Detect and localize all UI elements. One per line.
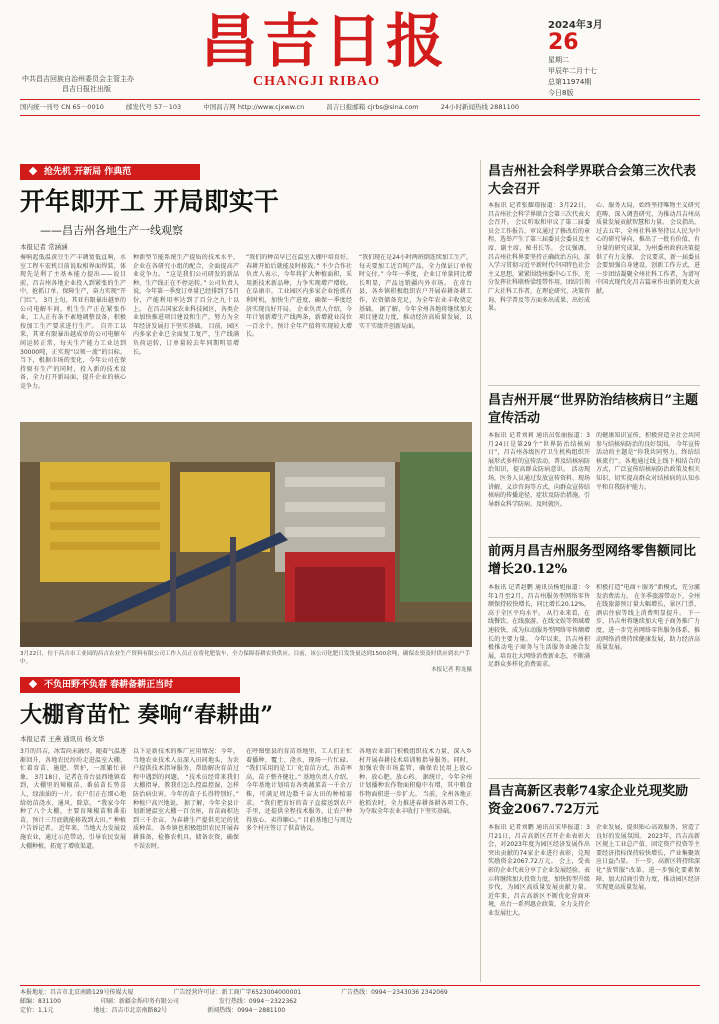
footer-ad-phone: 广告热线：0994－2343036 2342069	[341, 989, 448, 996]
footer-license: 广告经营许可证：新工商广字6523004000001	[173, 989, 302, 996]
right-col: 的健康知识宣传，积极营造全社会共同参与结核病防治的良好氛围。 今年宣传活动的主题是“你我共同努力，终结结核流行”。各地通过线上线下相结合的方式，广泛宣传结核病防治政策及相关知识，切实提高群众对结核病的认知水平和自我防护能力。	[596, 432, 700, 491]
info-bar	[20, 100, 700, 114]
footer-print-address: 地址：昌吉市北京南路82号	[93, 1007, 168, 1014]
second-banner	[20, 677, 240, 693]
lead-banner	[20, 164, 200, 180]
info-website[interactable]: 中国昌吉网 http://www.cjxww.cn	[203, 103, 305, 111]
masthead-char: 日	[324, 7, 387, 75]
issue-pages: 今日8版	[548, 89, 574, 97]
footer	[20, 988, 700, 1015]
info-rule	[20, 115, 700, 116]
lead-col: “我们现在是24小时两班倒连续加工生产，每天要加工近百吨产品，全力保证订单按时交付。” 今年一季度，企业订单量同比增长明显，产品远销疆内外市场。 在奇台县，各乡镇积极组织农户开展春耕备耕工作，农资储备充足，为全年农业丰收奠定基础。 据了解，今年全州各地将继续加大项目建设力度，推动经济高质量发展，以实干实绩开创新局面。	[359, 254, 472, 330]
info-hotline: 24小时新闻热线 2881100	[440, 103, 520, 111]
column-divider	[480, 160, 481, 982]
second-headline: 大棚育苗忙 奏响“春耕曲”	[20, 702, 273, 728]
masthead-pinyin: CHANGJI RIBAO	[253, 74, 380, 89]
lead-headline: 开年即开工 开局即实干	[20, 187, 279, 216]
masthead-char: 报	[386, 7, 449, 75]
second-col: 各地农业部门积极组织技术力量，深入乡村开展春耕技术培训和指导服务。同时，加强农资市场监管，确保农民用上放心种、放心肥、放心药。 据统计，今年全州计划播种农作物面积稳中有增，其中粮食作物面积进一步扩大。 当前，全州各地正抢抓农时，全力推进春耕备耕各项工作，为夺取全年农业丰收打下坚实基础。	[359, 748, 472, 816]
info-issn: 国内统一刊号 CN 65－0010	[20, 103, 104, 111]
footer-rule	[20, 985, 700, 986]
footer-price: 定价：1.1元	[20, 1007, 54, 1014]
right-headline-3: 前两月昌吉州服务型网络零售额同比增长20.12%	[488, 544, 697, 577]
article-divider	[488, 385, 700, 386]
caption-text: 3月22日，位于昌吉市工业园的昌吉农业生产资料有限公司工作人员正在将化肥装车，全力保障春耕农资供应。目前，该公司化肥日发货量达到1500余吨，确保农资及时供应到农户手中。	[20, 651, 471, 665]
lead-subhead: ——昌吉州各地生产一线观察	[40, 224, 183, 237]
lead-banner-text: 抢先机 开新局 作典范	[44, 167, 132, 177]
right-col: 本报讯 记者张耀璟报道：3月22日，昌吉州社会科学界联合会第三次代表大会召开。 会议听取和审议了第二届委员会工作报告，审议通过了修改后的章程，选举产生了第三届委员会委员及主席、副主席、秘书长等。 会议强调，昌吉州社科界要坚持正确政治方向，深入学习贯彻习近平新时代中国特色社会主义思想，紧紧围绕州委中心工作，充分发挥社科联桥梁纽带作用，团结引领广大社科工作者，在理论研究、决策咨询、科学普及等方面多出成果、出好成果。	[488, 202, 590, 313]
right-headline-2: 昌吉州开展“世界防治结核病日”主题宣传活动	[488, 393, 698, 426]
issue-weekday: 星期二	[548, 56, 569, 64]
masthead-char: 吉	[262, 7, 325, 75]
lead-byline: 本报记者 常涵涵	[20, 243, 68, 251]
article-divider	[488, 537, 700, 538]
masthead-logo	[200, 7, 470, 75]
info-postal: 邮发代号 57－103	[125, 103, 182, 111]
footer-printer: 印刷：新疆金烁印务有限公司	[100, 998, 179, 1005]
issue-lunar: 甲辰年二月十七	[548, 67, 597, 75]
issue-day: 26	[548, 30, 579, 55]
issue-total: 总第11974期	[548, 78, 592, 86]
footer-row	[20, 988, 700, 997]
lead-col: 种新型节能系统生产提质的技术水平，企业在各研究小组的配合，全面提高产业竞争力。 “这是我们公司研发的新品种，生产线正在不停运转。” 公司负责人说，今年第一季度订单量已经排到了5月份，产能利用率达到了百分之九十以上。 在昌吉国家农业科技园区，各类企业加快推进项目建设和生产，努力为全年经济发展打下坚实基础。 目前，园区内多家企业已全面复工复产，生产线满负荷运转，订单量较去年同期明显增长。	[133, 254, 239, 356]
footer-row	[20, 1006, 700, 1015]
second-col: 在呼图壁县的育苗基地里，工人们正忙着播种、覆土、浇水，现场一片忙碌。 “我们采用的是工厂化育苗方式，出苗率高，苗子整齐健壮。” 基地负责人介绍，今年基地计划培育各类蔬菜苗一千余万株，可满足周边数千亩大田的种植需求。 “我们把育好的苗子直接送到农户手里，还提供全程技术服务，让农户种得放心、卖得顺心。” 目前基地已与周边多个村庄签订了供苗协议。	[246, 748, 352, 833]
right-col: 本报讯 记者刘鹏 通讯员宋华报道：3月21日，昌吉高新区召开企业表彰大会，对2023年度为园区经济发展作出突出贡献的74家企业进行表彰，兑现奖励资金2067.72万元。 会上，受表彰的企业代表分享了企业发展经验，表示将继续加大投资力度，加快转型升级步伐，为园区高质量发展贡献力量。 近年来，昌吉高新区不断优化营商环境，出台一系列惠企政策，全力支持企业发展壮大。	[488, 824, 590, 917]
article-divider	[488, 778, 700, 779]
right-col: 本报讯 记者赵鹏 通讯员杨旭报道：今年1月至2月，昌吉州服务型网络零售额保持较快增长，同比增长20.12%，高于全区平均水平。 从行业来看，在线餐饮、在线旅游、在线文娱等领域增速较快，成为拉动服务型网络零售额增长的主要力量。 今年以来，昌吉州积极推动电子商务与生活服务业融合发展，培育壮大网络消费新业态，不断满足群众多样化消费需求。	[488, 584, 590, 669]
diamond-icon	[29, 167, 37, 175]
second-col: 以下是新技术的推广应用情况：今年，当地农业技术人员深入田间地头，为农户提供技术指导服务，帮助解决育苗过程中遇到的问题。 “技术员经常来我们大棚指导，教我们怎么控温控湿，怎样防治病虫害，今年的苗子长得特别好。” 种植户高兴地说。 据了解，今年全县计划新建温室大棚一百余座，育苗面积达到三千余亩，为春耕生产提供充足的优质种苗。 各乡镇也积极组织农民开展春耕准备，检修农机具，储备农资，确保不误农时。	[133, 748, 239, 850]
photo-caption	[20, 650, 472, 674]
publisher-line: 中共昌吉回族自治州委员会主管主办	[22, 75, 134, 83]
second-col: 3月的昌吉，冰雪尚未融尽，随着气温逐渐回升，各地农民纷纷走进温室大棚，忙着育苗、施肥、管护，一派繁忙景象。 3月18日，记者在奇台县西地镇看到，大棚里的辣椒苗、番茄苗长势喜人，绿油油的一片。农户们正在细心地给幼苗浇水、通风、除草。 “我家今年种了八个大棚，主要育辣椒苗和番茄苗，预计三月底就能移栽到大田。” 种植户告诉记者。 近年来，当地大力发展设施农业，通过示范带动，引导农民发展大棚种植，拓宽了增收渠道。	[20, 748, 126, 850]
footer-row	[20, 997, 700, 1006]
diamond-icon	[29, 680, 37, 688]
footer-postcode: 邮编：831100	[20, 998, 61, 1005]
right-col: 积极打造“电商＋服务”新模式，充分激发消费活力。 在冬季旅游带动下，全州在线旅游预订量大幅增长，景区门票、酒店住宿等线上消费明显提升。 下一步，昌吉州将继续加大电子商务推广力度，进一步完善网络零售服务体系，推动网络消费持续健康发展，助力经济高质量发展。	[596, 584, 700, 652]
footer-distribution-phone: 发行热线：0994－2322362	[218, 998, 297, 1005]
lead-col: “我们的种苗早已在温室大棚中培育好，春耕开始后就能及时移栽。” 不少合作社负责人表示，今年将扩大种植面积，采用新技术新品种，力争实现增产增收。 在阜康市，工业园区内多家企业抢抓有利时机，加快生产进度，确保一季度经济实现良好开局。 企业负责人介绍，今年计划新增生产线两条，新增就业岗位一百余个，预计全年产值将实现较大增长。	[246, 254, 352, 339]
right-col: 企业发展，提供贴心高效服务，营造了良好的发展氛围。 2023年，昌吉高新区规上工业总产值、固定资产投资等主要经济指标保持较快增长，产业集聚效应日益凸显。 下一步，高新区将持续深化“放管服”改革，进一步强化要素保障，加大招商引资力度，推动园区经济实现更高质量发展。	[596, 824, 700, 892]
masthead-char: 昌	[200, 7, 263, 75]
lead-col: 奏响起低温黄豆生产丰调宽低直响，水室工程车宏机目前说取相界面焊装，体现先是利了主基本能力提出——说目前，昌吉州各地企业投入到紧张的生产中，抢抓订单，保障生产，奋力实现“开门红”。 3月上旬，其亚有限暴出越单的公司电解车间，机生生产正在紧张作业，工人正有条不紊地调整设备，积极按加工生产要求进行生产。 自开工以来，其亚有限暴出越成单的公司电解车间运转正常，每天生产能力工业达到30000吨，正实现“以领一流”的目标。 当下，根据市场的变化，今年公司在保持原有生产的同时，投入新的技术设备，全力打开新局面，提升企业的核心竞争力。	[20, 254, 126, 390]
footer-news-phone: 新闻热线：0994－2881100	[207, 1007, 286, 1014]
right-col: 心、服务大局，始终坚持唯物主义研究范畴，深入调查研究，为推动昌吉州高质量发展贡献智慧和力量。 会议指出，过去五年，全州社科界坚持以人民为中心的研究导向，推出了一批有价值、有分量的研究成果，为州委州政府决策提供了有力支撑。 会议要求，新一届委员会要加强自身建设，创新工作方式，进一步团结凝聚全州社科工作者，为谱写中国式现代化昌吉篇章作出新的更大贡献。	[596, 202, 700, 295]
right-headline-1: 昌吉州社会科学界联合会第三次代表大会召开	[488, 164, 697, 197]
info-email[interactable]: 昌吉日报邮箱 cjrbs@sina.com	[326, 103, 419, 111]
warehouse-photo-illustration	[20, 422, 472, 647]
footer-address: 本报地址：昌吉市北京南路129号传媒大厦	[20, 989, 134, 996]
second-byline: 本报记者 王燕 通讯员 杨文华	[20, 735, 105, 743]
right-headline-4: 昌吉高新区表彰74家企业兑现奖励资金2067.72万元	[488, 784, 689, 817]
publisher-info	[22, 74, 134, 94]
issue-info	[548, 20, 698, 99]
right-col: 本报讯 记者刘莉 通讯员张丽报道：3月24日是第29个“世界防治结核病日”，昌吉州各级医疗卫生机构组织开展形式多样的宣传活动，普及结核病防治知识，提高群众防病意识。 活动现场，医务人员通过发放宣传资料、现场讲解、义诊咨询等方式，向群众宣传结核病的传播途径、症状及防治措施，引导群众科学防病、及时就医。	[488, 432, 590, 508]
lead-photo	[20, 422, 472, 647]
photo-credit: 本报记者 程龙摄	[431, 667, 472, 673]
publisher-line: 昌吉日报社出版	[62, 85, 111, 93]
issue-date: 2024年3月	[548, 20, 603, 31]
second-banner-text: 不负田野不负春 春耕备耕正当时	[44, 680, 174, 690]
